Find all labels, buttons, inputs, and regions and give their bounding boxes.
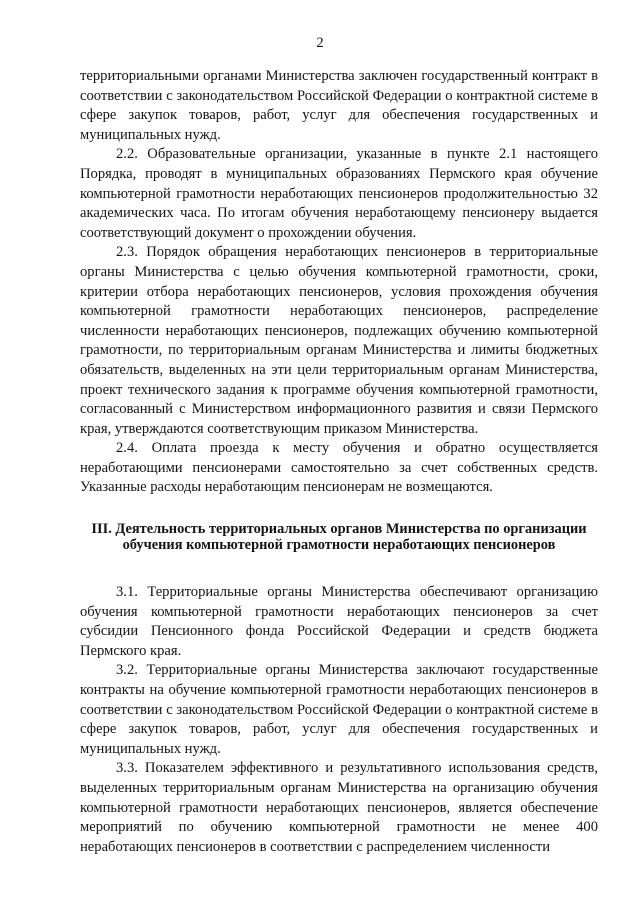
text-block-bottom	[80, 583, 598, 857]
paragraph-3-1: 3.1. Территориальные органы Министерства обеспечивают организацию обучения компьютерной грамотности неработающих пенсионеров за счет субсидии Пенсионного фонда Российской Федерации и средств бюджета Пермского края.	[80, 584, 598, 659]
paragraph-3-3: 3.3. Показателем эффективного и результативного использования средств, выделенных территориальным органам Министерства на организацию обучения компьютерной грамотности неработающих пенсионеров, является обеспечение мероприятий по обучению компьютерной грамотности не менее 400 неработающих пенсионеров в соответствии с распределением численности	[80, 760, 598, 855]
page-number: 2	[316, 35, 324, 51]
paragraph-2-3: 2.3. Порядок обращения неработающих пенсионеров в территориальные органы Министерства с целью обучения компьютерной грамотности, сроки, критерии отбора неработающих пенсионеров, условия прохождения обучения компьютерной грамотности неработающих пенсионеров, распределение численности неработающих пенсионеров, подлежащих обучению компьютерной грамотности, по территориальным органам Министерства и лимиты бюджетных обязательств, выделенных на эти цели территориальным органам Министерства, проект технического задания к программе обучения компьютерной грамотности, согласованный с Министерством информационного развития и связи Пермского края, утверждаются соответствующим приказом Министерства.	[80, 244, 598, 437]
paragraph-contract-continuation: территориальными органами Министерства заключен государственный контракт в соответствии с законодательством Российской Федерации о контрактной системе в сфере закупок товаров, работ, услуг для обеспечения государственных и муниципальных нужд.	[80, 68, 598, 143]
text-block-top	[80, 67, 598, 498]
paragraph-2-4: 2.4. Оплата проезда к месту обучения и обратно осуществляется неработающими пенсионерами самостоятельно за счет собственных средств. Указанные расходы неработающим пенсионерам не возмещаются.	[80, 440, 598, 496]
section-heading: III. Деятельность территориальных органов Министерства по организации обучения компьютерной грамотности неработающих пенсионеров	[91, 521, 587, 553]
paragraph-2-2: 2.2. Образовательные организации, указанные в пункте 2.1 настоящего Порядка, проводят в муниципальных образованиях Пермского края обучение компьютерной грамотности неработающих пенсионеров продолжительностью 32 академических часа. По итогам обучения неработающему пенсионеру выдается соответствующий документ о прохождении обучения.	[80, 146, 598, 241]
paragraph-3-2: 3.2. Территориальные органы Министерства заключают государственные контракты на обучение компьютерной грамотности неработающих пенсионеров в соответствии с законодательством Российской Федерации о контрактной системе в сфере закупок товаров, работ, услуг для обеспечения государственных и муниципальных нужд.	[80, 662, 598, 757]
